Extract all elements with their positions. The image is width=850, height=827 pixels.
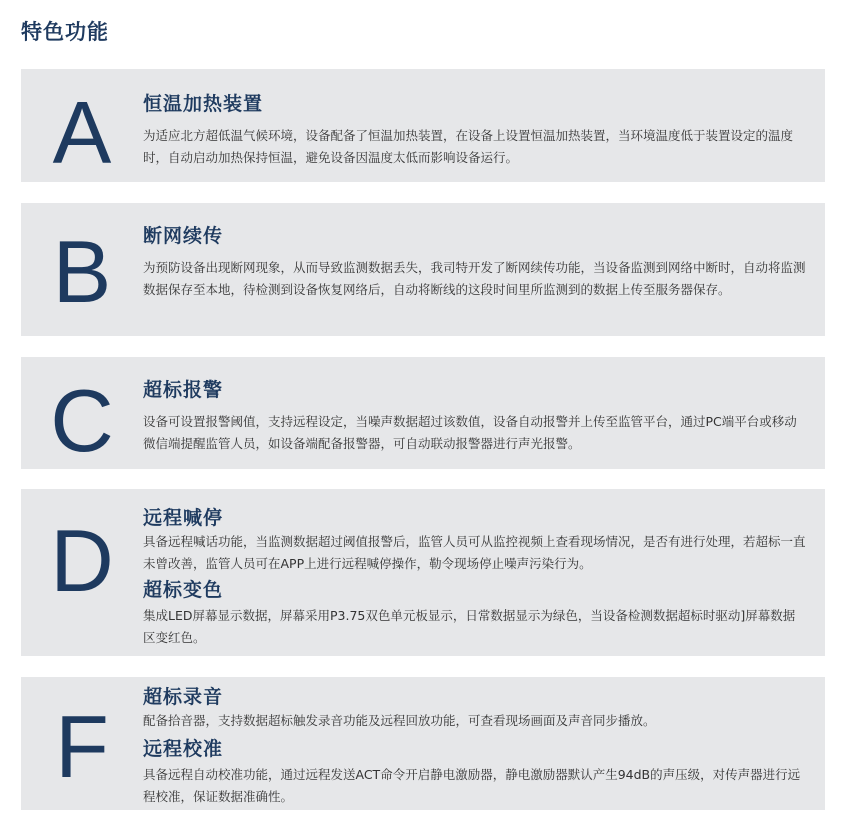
feature-description: 设备可设置报警阈值，支持远程设定，当噪声数据超过该数值，设备自动报警并上传至监管平台，通过PC端平台或移动微信端提醒监管人员，如设备端配备报警器，可自动联动报警器进行声光报警。 xyxy=(143,414,797,451)
card-letter: D xyxy=(50,511,114,610)
feature-card-d xyxy=(21,489,825,656)
feature-description: 配备拾音器，支持数据超标触发录音功能及远程回放功能，可查看现场画面及声音同步播放。 xyxy=(143,713,656,728)
feature-description: 具备远程自动校准功能，通过远程发送ACT命令开启静电激励器，静电激励器默认产生94dB的声压级，对传声器进行远程校准，保证数据准确性。 xyxy=(143,767,801,804)
feature-card-a xyxy=(21,69,825,182)
feature-title: 超标变色 xyxy=(143,579,224,601)
feature-title: 超标录音 xyxy=(143,686,224,708)
feature-card-f xyxy=(21,677,825,810)
card-letter: B xyxy=(52,222,112,321)
card-content xyxy=(143,684,807,808)
card-letter: A xyxy=(52,83,112,182)
page-title: 特色功能 xyxy=(21,20,109,44)
card-letter: F xyxy=(55,697,109,796)
feature-description: 具备远程喊话功能，当监测数据超过阈值报警后，监管人员可从监控视频上查看现场情况，是否有进行处理，若超标一直未曾改善，监管人员可在APP上进行远程喊停操作，勒令现场停止噪声污染行为。 xyxy=(143,534,806,571)
card-letter: C xyxy=(50,371,114,470)
feature-card-c xyxy=(21,357,825,469)
card-content xyxy=(143,505,807,649)
feature-title: 远程校准 xyxy=(143,738,224,760)
feature-description: 集成LED屏幕显示数据，屏幕采用P3.75双色单元板显示，日常数据显示为绿色，当设备检测数据超标时驱动]屏幕数据区变红色。 xyxy=(143,608,796,645)
feature-description: 为适应北方超低温气候环境，设备配备了恒温加热装置，在设备上设置恒温加热装置，当环境温度低于装置设定的温度时，自动启动加热保持恒温，避免设备因温度太低而影响设备运行。 xyxy=(143,128,794,165)
card-content xyxy=(143,377,807,455)
card-content xyxy=(143,223,807,301)
feature-card-b xyxy=(21,203,825,336)
feature-title: 恒温加热装置 xyxy=(143,93,264,115)
feature-title: 超标报警 xyxy=(143,379,224,401)
feature-title: 断网续传 xyxy=(143,225,224,247)
card-content xyxy=(143,91,807,169)
feature-title: 远程喊停 xyxy=(143,507,224,529)
feature-description: 为预防设备出现断网现象，从而导致监测数据丢失，我司特开发了断网续传功能，当设备监测到网络中断时，自动将监测数据保存至本地，待检测到设备恢复网络后，自动将断线的这段时间里所监测到的数据上传至服务器保存。 xyxy=(143,260,806,297)
